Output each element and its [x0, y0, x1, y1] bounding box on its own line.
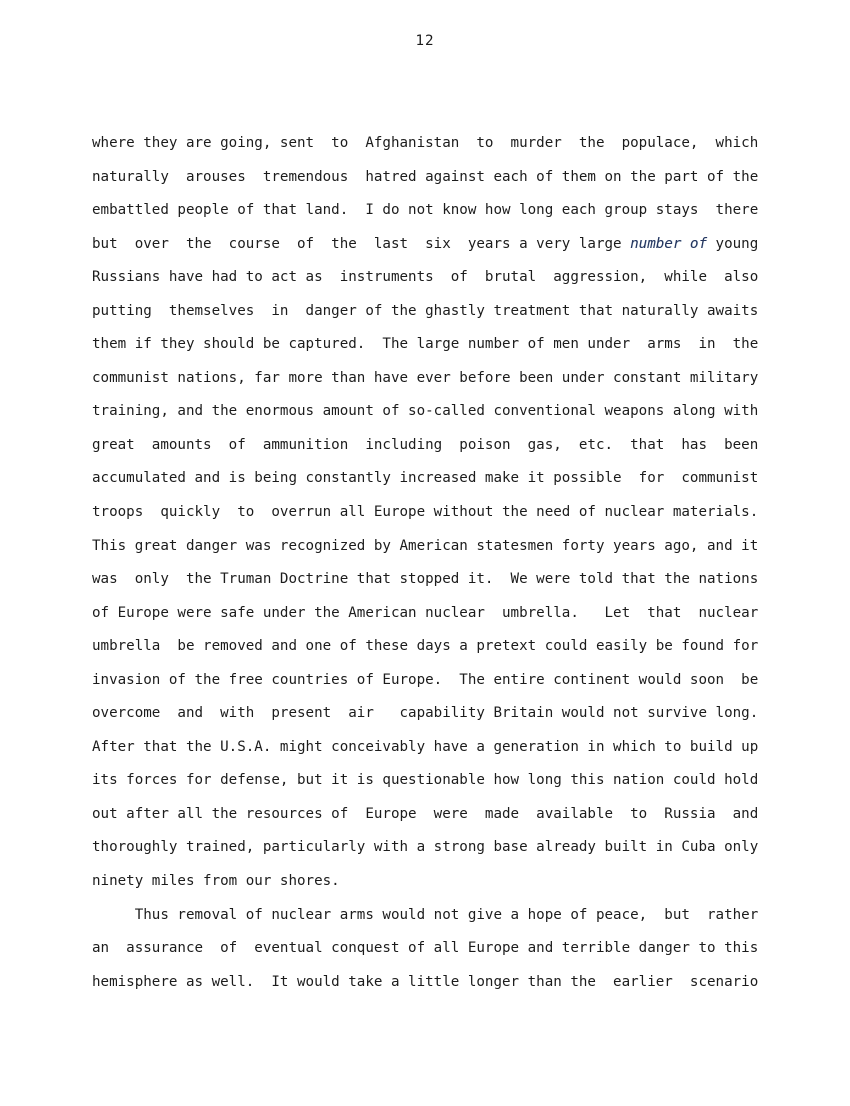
page-number: 12	[415, 33, 435, 49]
text-line: its forces for defense, but it is questionable how long this nation could hold	[92, 772, 759, 789]
text-line: troops quickly to overrun all Europe without the need of nuclear materials.	[92, 504, 759, 521]
text-line: was only the Truman Doctrine that stopped it. We were told that the nations	[92, 571, 759, 588]
text-line: naturally arouses tremendous hatred against each of them on the part of the	[92, 168, 759, 185]
text-line: training, and the enormous amount of so-called conventional weapons along with	[92, 403, 759, 420]
text-line: communist nations, far more than have ever before been under constant military	[92, 369, 759, 386]
document-body	[92, 127, 762, 999]
text-line: of Europe were safe under the American nuclear umbrella. Let that nuclear	[92, 604, 759, 621]
text-line: great amounts of ammunition including poison gas, etc. that has been	[92, 436, 759, 453]
text-line: accumulated and is being constantly increased make it possible for communist	[92, 470, 759, 487]
handwritten-correction: number of	[630, 235, 707, 252]
text-line: an assurance of eventual conquest of all Europe and terrible danger to this	[92, 940, 759, 957]
text-line: Russians have had to act as instruments of brutal aggression, while also	[92, 269, 759, 286]
text-line: After that the U.S.A. might conceivably have a generation in which to build up	[92, 738, 759, 755]
text-line: overcome and with present air capability Britain would not survive long.	[92, 705, 759, 722]
text-line: thoroughly trained, particularly with a strong base already built in Cuba only	[92, 839, 759, 856]
text-line: ninety miles from our shores.	[92, 873, 340, 890]
text-line: This great danger was recognized by American statesmen forty years ago, and it	[92, 537, 759, 554]
text-line: embattled people of that land. I do not know how long each group stays there	[92, 202, 759, 219]
text-line: but over the course of the last six years a very large number of young	[92, 235, 759, 252]
text-line: Thus removal of nuclear arms would not give a hope of peace, but rather	[92, 906, 759, 923]
text-line: them if they should be captured. The large number of men under arms in the	[92, 336, 759, 353]
text-line: out after all the resources of Europe were made available to Russia and	[92, 805, 759, 822]
text-line: putting themselves in danger of the ghastly treatment that naturally awaits	[92, 302, 759, 319]
text-line: invasion of the free countries of Europe. The entire continent would soon be	[92, 671, 759, 688]
text-line: where they are going, sent to Afghanistan to murder the populace, which	[92, 135, 759, 151]
text-line: hemisphere as well. It would take a little longer than the earlier scenario	[92, 973, 759, 990]
text-line: umbrella be removed and one of these days a pretext could easily be found for	[92, 638, 759, 655]
